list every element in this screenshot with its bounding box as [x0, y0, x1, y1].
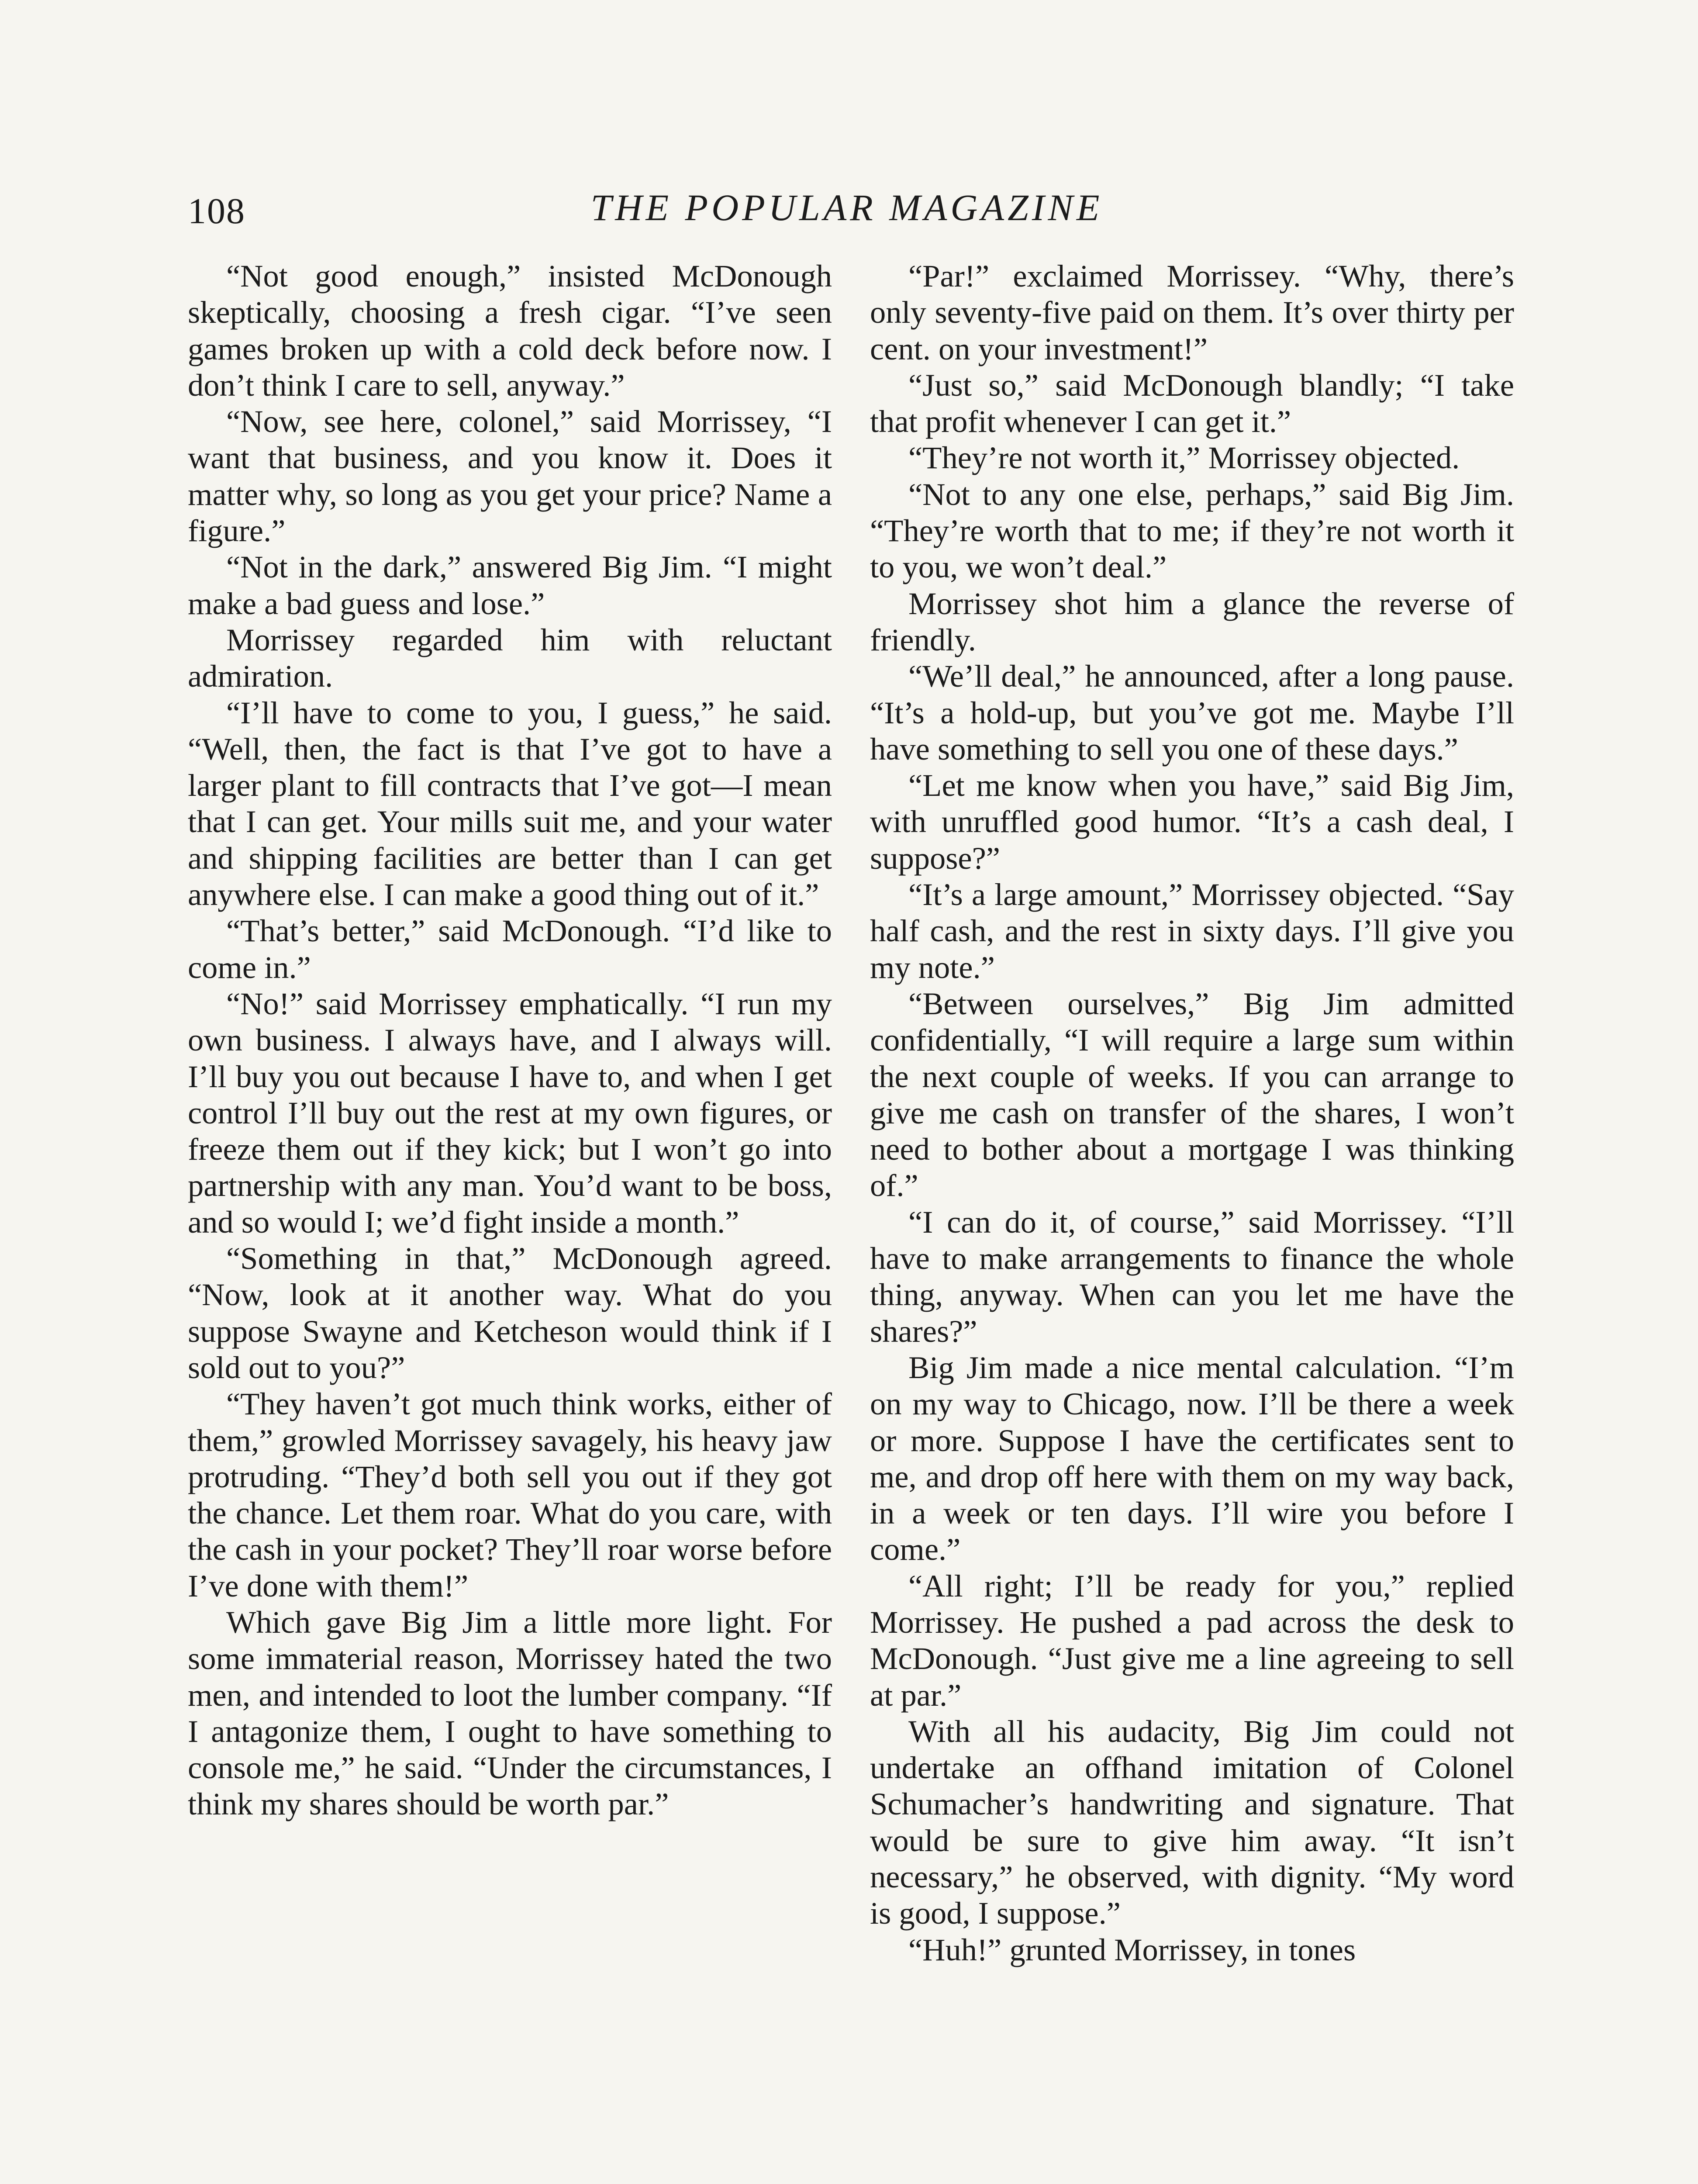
paragraph: “Just so,” said McDonough blandly; “I take that profit whenever I can get it.”: [870, 367, 1514, 439]
paragraph: “It’s a large amount,” Morrissey objected. “Say half cash, and the rest in sixty days. I’ll give you my note.”: [870, 877, 1514, 985]
paragraph: “We’ll deal,” he announced, after a long pause. “It’s a hold-up, but you’ve got me. Maybe I’ll have something to sell you one of these days.”: [870, 658, 1514, 767]
right-column: [870, 258, 1514, 1968]
paragraph: “Now, see here, colonel,” said Morrissey, “I want that business, and you know it. Does it matter why, so long as you get your price? Name a figure.”: [188, 404, 832, 549]
paragraph: “They’re not worth it,” Morrissey objected.: [908, 440, 1460, 476]
paragraph: With all his audacity, Big Jim could not undertake an offhand imitation of Colonel Schumacher’s handwriting and signature. That would be sure to give him away. “It isn’t necessary,” he observed, with dignity. “My word is good, I suppose.”: [870, 1713, 1514, 1931]
paragraph: “All right; I’ll be ready for you,” replied Morrissey. He pushed a pad across the desk to McDonough. “Just give me a line agreeing to sell at par.”: [870, 1568, 1514, 1713]
paragraph: Morrissey shot him a glance the reverse of friendly.: [870, 585, 1514, 657]
paragraph: “I’ll have to come to you, I guess,” he said. “Well, then, the fact is that I’ve got to have a larger plant to fill contracts that I’ve got—I mean that I can get. Your mills suit me, and your water and shipping facilities are better than I can get anywhere else. I can make a good thing out of it.”: [188, 695, 832, 912]
paragraph: “Something in that,” McDonough agreed. “Now, look at it another way. What do you suppose Swayne and Ketcheson would think if I sold out to you?”: [188, 1241, 832, 1385]
paragraph: Morrissey regarded him with reluctant admiration.: [188, 622, 832, 694]
left-column: [188, 258, 832, 1822]
paragraph: Big Jim made a nice mental calculation. “I’m on my way to Chicago, now. I’ll be there a week or more. Suppose I have the certificates sent to me, and drop off here with them on my way back, in a week or ten days. I’ll wire you before I come.”: [870, 1349, 1514, 1567]
page-header: [183, 186, 1510, 238]
paragraph: “Not to any one else, perhaps,” said Big Jim. “They’re worth that to me; if they’re not worth it to you, we won’t deal.”: [870, 476, 1514, 585]
paragraph: “Par!” exclaimed Morrissey. “Why, there’s only seventy-five paid on them. It’s over thirty per cent. on your investment!”: [870, 258, 1514, 366]
paragraph: “Not in the dark,” answered Big Jim. “I might make a bad guess and lose.”: [188, 549, 832, 621]
paragraph: “Huh!” grunted Morrissey, in tones: [908, 1932, 1356, 1967]
paragraph: “I can do it, of course,” said Morrissey. “I’ll have to make arrangements to finance the whole thing, anyway. When can you let me have the shares?”: [870, 1204, 1514, 1349]
paragraph: Which gave Big Jim a little more light. For some immaterial reason, Morrissey hated the two men, and intended to loot the lumber company. “If I antagonize them, I ought to have something to console me,” he said. “Under the circumstances, I think my shares should be worth par.”: [188, 1604, 832, 1822]
running-title: THE POPULAR MAGAZINE: [590, 187, 1103, 228]
paragraph: “That’s better,” said McDonough. “I’d like to come in.”: [188, 913, 832, 985]
paragraph: “Not good enough,” insisted McDonough skeptically, choosing a fresh cigar. “I’ve seen games broken up with a cold deck before now. I don’t think I care to sell, anyway.”: [188, 258, 832, 403]
paragraph: “Between ourselves,” Big Jim admitted confidentially, “I will require a large sum within the next couple of weeks. If you can arrange to give me cash on transfer of the shares, I won’t need to bother about a mortgage I was thinking of.”: [870, 985, 1514, 1203]
paragraph: “Let me know when you have,” said Big Jim, with unruffled good humor. “It’s a cash deal, I suppose?”: [870, 767, 1514, 876]
paragraph: “No!” said Morrissey emphatically. “I run my own business. I always have, and I always will. I’ll buy you out because I have to, and when I get control I’ll buy out the rest at my own figures, or freeze them out if they kick; but I won’t go into partnership with any man. You’d want to be boss, and so would I; we’d fight inside a month.”: [188, 985, 832, 1240]
paragraph: “They haven’t got much think works, either of them,” growled Morrissey savagely, his heavy jaw protruding. “They’d both sell you out if they got the chance. Let them roar. What do you care, with the cash in your pocket? They’ll roar worse before I’ve done with them!”: [188, 1386, 832, 1603]
page-number: 108: [188, 191, 245, 232]
